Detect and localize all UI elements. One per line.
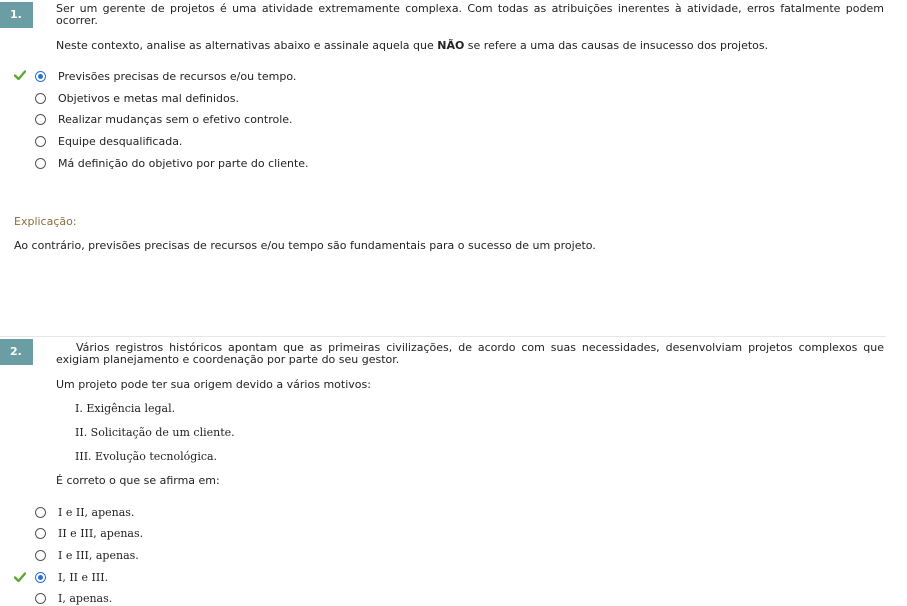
radio-icon[interactable] xyxy=(35,136,46,147)
option-radio-e[interactable] xyxy=(35,590,112,606)
option-label: Realizar mudanças sem o efetivo controle. xyxy=(58,112,293,126)
statement-item: II. Solicitação de um cliente. xyxy=(75,426,235,439)
option-label: I e II, apenas. xyxy=(58,505,135,519)
option-label: Equipe desqualificada. xyxy=(58,134,183,148)
statement-item: I. Exigência legal. xyxy=(75,402,176,415)
question-divider xyxy=(0,336,886,337)
explanation-text: Ao contrário, previsões precisas de recursos e/ou tempo são fundamentais para o sucesso de um projeto. xyxy=(14,239,596,252)
option-radio-a[interactable] xyxy=(35,68,296,84)
statement-item: III. Evolução tecnológica. xyxy=(75,450,218,463)
radio-icon[interactable] xyxy=(35,550,46,561)
radio-icon[interactable] xyxy=(35,93,46,104)
question-intro: Um projeto pode ter sua origem devido a vários motivos: xyxy=(56,378,371,391)
option-label: I, II e III. xyxy=(58,570,109,584)
question-text: Ser um gerente de projetos é uma atividade extremamente complexa. Com todas as atribuições inerentes à atividade, erros fatalmente podem ocorrer. xyxy=(56,2,884,27)
radio-icon[interactable] xyxy=(35,507,46,518)
option-label: I e III, apenas. xyxy=(58,548,139,562)
option-label: Previsões precisas de recursos e/ou tempo. xyxy=(58,69,297,83)
option-radio-b[interactable] xyxy=(35,90,239,106)
radio-selected-icon[interactable] xyxy=(35,572,46,583)
radio-selected-icon[interactable] xyxy=(35,71,46,82)
radio-icon[interactable] xyxy=(35,158,46,169)
question-number-badge: 2. xyxy=(0,339,33,365)
option-radio-d[interactable] xyxy=(35,569,108,585)
option-radio-d[interactable] xyxy=(35,133,182,149)
radio-icon[interactable] xyxy=(35,593,46,604)
explanation-title: Explicação: xyxy=(14,215,77,228)
question-text: Vários registros históricos apontam que as primeiras civilizações, de acordo com suas necessidades, desenvolviam projetos complexos que exigiam planejamento e coordenação por parte do seu gestor. xyxy=(56,341,884,366)
radio-icon[interactable] xyxy=(35,528,46,539)
radio-icon[interactable] xyxy=(35,114,46,125)
option-radio-c[interactable] xyxy=(35,111,293,127)
option-label: Má definição do objetivo por parte do cliente. xyxy=(58,156,309,170)
option-label: II e III, apenas. xyxy=(58,526,144,540)
option-label: I, apenas. xyxy=(58,591,113,605)
correct-check-icon xyxy=(14,70,26,80)
option-radio-c[interactable] xyxy=(35,547,139,563)
option-radio-a[interactable] xyxy=(35,504,134,520)
option-radio-b[interactable] xyxy=(35,525,143,541)
question-prompt: É correto o que se afirma em: xyxy=(56,474,220,487)
option-radio-e[interactable] xyxy=(35,155,309,171)
question-context: Neste contexto, analise as alternativas abaixo e assinale aquela que NÃO se refere a uma das causas de insucesso dos projetos. xyxy=(56,39,769,52)
question-number-badge: 1. xyxy=(0,2,33,28)
option-label: Objetivos e metas mal definidos. xyxy=(58,91,239,105)
correct-check-icon xyxy=(14,572,26,582)
